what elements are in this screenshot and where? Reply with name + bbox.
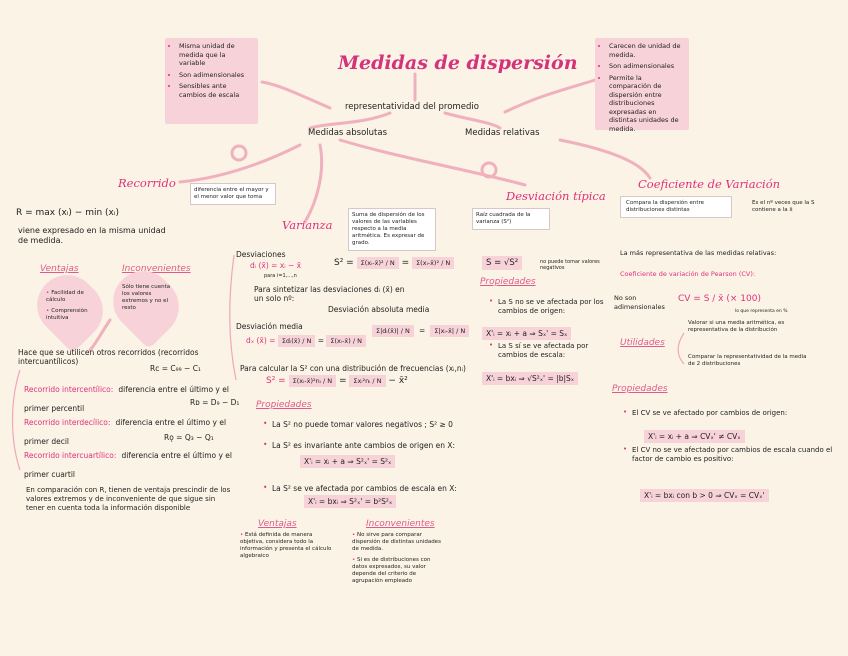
link-absolutas-varianza bbox=[305, 145, 322, 222]
feature-item: • Misma unidad de medida que la variable bbox=[179, 42, 252, 68]
desviaciones-sub: para i=1,...,n bbox=[264, 273, 297, 279]
link-absolutas-recorrido bbox=[180, 145, 300, 182]
desviacion-media-label: Desviación media bbox=[236, 322, 303, 331]
cv-propiedades-label: Propiedades bbox=[612, 384, 668, 394]
prop-item: • El CV se ve afectado por cambios de origen: bbox=[632, 409, 842, 418]
cv-mas-representativa: La más representativa de las medidas relativas: bbox=[620, 249, 777, 257]
cv-box: Compara la dispersión entre distribuciones distintas bbox=[620, 196, 732, 218]
item-name: Recorrido interdecílico: bbox=[24, 418, 111, 427]
cv-util-2: Comparar la representatividad de la media de 2 distribuciones bbox=[688, 354, 807, 367]
para-sintetizar: Para sintetizar las desviaciones dᵢ (x̄) en un solo nº: bbox=[254, 285, 405, 303]
prop-item: • La S no se ve afectada por los cambios de origen: bbox=[498, 298, 616, 316]
heart-item: • Comprensión intuitiva bbox=[46, 308, 96, 322]
varianza-ventajas-label: Ventajas bbox=[258, 519, 297, 529]
cv-formula-sub: lo que representa en % bbox=[735, 309, 788, 314]
desv-absoluta-media: Desviación absoluta media bbox=[328, 305, 430, 314]
absolutas-label: Medidas absolutas bbox=[308, 128, 388, 138]
feature-item: • Carecen de unidad de medida. bbox=[609, 42, 683, 59]
s2-fraction-a: Σ(xᵢ-x̄)² / N bbox=[357, 257, 399, 269]
item-text: diferencia entre el último y el primer cuartil bbox=[24, 451, 232, 479]
s2-fraction-b: Σ(xᵢ-x̄)² / N bbox=[412, 257, 454, 269]
recorrido-closing: En comparación con R, tienen de ventaja prescindir de los valores extremos y de inconveniente de que sigue sin tener en cuenta toda la información disponible bbox=[26, 486, 231, 512]
heart-right-text: Sólo tiene cuenta los valores extremos y no el resto bbox=[122, 284, 171, 311]
cv-pearson: Coeficiente de variación de Pearson (CV): bbox=[620, 270, 756, 278]
item-text: diferencia entre el último y el primer decil bbox=[24, 418, 227, 446]
cv-prop-formula-origen: X'ᵢ = xᵢ + a ⇒ CVₓ' ≠ CVₓ bbox=[644, 430, 745, 443]
varianza-propiedades-label: Propiedades bbox=[256, 400, 312, 410]
desviaciones-label: Desviaciones bbox=[236, 250, 286, 259]
varianza-inconvenientes-label: Inconvenientes bbox=[366, 519, 435, 529]
prop-item: • La S² se ve afectada por cambios de escala en X: bbox=[272, 484, 472, 493]
desviacion-aside: no puede tomar valores negativos bbox=[540, 259, 600, 271]
para-calcular: Para calcular la S² con una distribución de frecuencias (xᵢ,nᵢ) bbox=[240, 364, 466, 373]
desviacion-prop-formula-escala: X'ᵢ = bxᵢ ⇒ √S²ₓ' = |b|Sₓ bbox=[482, 372, 578, 385]
desviacion-note: Raíz cuadrada de la varianza (S²) bbox=[472, 208, 550, 230]
item-text: diferencia entre el último y el primer percentil bbox=[24, 385, 229, 413]
recorrido-formula: R = max (xᵢ) − min (xᵢ) bbox=[16, 208, 119, 218]
main-title: Medidas de dispersión bbox=[338, 52, 578, 74]
loop-left bbox=[232, 146, 246, 160]
cv-aside: Es el nº veces que la S contiene a la x̄ bbox=[752, 200, 815, 213]
varianza-s2: S² = Σ(xᵢ-x̄)² / N = Σ(xᵢ-x̄)² / N bbox=[334, 258, 454, 268]
dm-formula: dₓ (x̄) = Σdᵢ(x̄) / N = Σ(xᵢ-x̄) / N bbox=[246, 336, 366, 345]
cv-prop-formula-escala: X'ᵢ = bxᵢ con b > 0 ⇒ CVₓ = CVₓ' bbox=[640, 489, 769, 502]
heart-item: • Facilidad de cálculo bbox=[46, 290, 96, 304]
link-subtitle-absolutas bbox=[310, 113, 390, 128]
cv-utilidades-label: Utilidades bbox=[620, 338, 665, 348]
item-name: Recorrido intercuartílico: bbox=[24, 451, 117, 460]
varianza-note: Suma de dispersión de los valores de las variables respecto a la media aritmética. Es expresar de grado. bbox=[348, 208, 436, 251]
cv-formula: CV = S / x̄ (× 100) bbox=[678, 294, 761, 304]
relativas-features-box bbox=[595, 38, 689, 133]
desviacion-prop-formula-origen: X'ᵢ = xᵢ + a ⇒ Sₓ' = Sₓ bbox=[482, 327, 571, 340]
link-relativas-cv bbox=[560, 140, 650, 178]
desviacion-title: Desviación típica bbox=[506, 189, 606, 203]
recorrido-ventajas-label: Ventajas bbox=[40, 264, 79, 274]
dam-formula: Σ|dᵢ(x̄)| / N = Σ|xᵢ-x̄| / N bbox=[372, 318, 469, 337]
recorrido-note: diferencia entre el mayor y el menor valor que toma bbox=[190, 183, 276, 205]
list-item bbox=[24, 433, 239, 479]
varianza-ventajas-text: • Está definida de manera objetiva, considera todo la información y presenta el cálculo algebraico bbox=[240, 532, 332, 559]
absolutas-features-box bbox=[165, 38, 258, 124]
item-formula: Rǫ = Q₃ − Q₁ bbox=[164, 433, 214, 442]
link-absolutas-desviacion bbox=[340, 140, 525, 185]
feature-item: • Sensibles ante cambios de escala bbox=[179, 82, 252, 99]
heart-left-text bbox=[46, 290, 96, 322]
desviaciones-formula: dᵢ (x̄) = xᵢ − x̄ bbox=[250, 261, 302, 270]
bracket-recorridos bbox=[13, 370, 21, 470]
recorrido-desc: viene expresado en la misma unidad de medida. bbox=[18, 226, 166, 245]
cv-adimensionales: No son adimensionales bbox=[614, 294, 665, 311]
link-rightbox bbox=[505, 80, 595, 112]
relativas-label: Medidas relativas bbox=[465, 128, 540, 138]
cv-title: Coeficiente de Variación bbox=[638, 177, 781, 191]
varianza-inconv-text: • No sirve para comparar dispersión de distintas unidades de medida. • Si es de distribuciones con datos expresados, su valor depende del criterio de agrupación empleado bbox=[352, 532, 441, 584]
subtitle: representatividad del promedio bbox=[345, 102, 479, 112]
prop-item: • La S² no puede tomar valores negativos ; S² ≥ 0 bbox=[272, 420, 472, 429]
desviacion-propiedades-label: Propiedades bbox=[480, 277, 536, 287]
item-formula: Rᴅ = D₉ − D₁ bbox=[190, 398, 240, 407]
varianza-prop-formula-origen: X'ᵢ = xᵢ + a ⇒ S²ₓ' = S²ₓ bbox=[300, 455, 395, 468]
bracket-util bbox=[678, 333, 684, 364]
feature-item: • Permite la comparación de dispersión entre distribuciones expresadas en distintas unidades de medida. bbox=[609, 74, 683, 134]
link-subtitle-relativas bbox=[445, 113, 500, 128]
recorrido-inconvenientes-label: Inconvenientes bbox=[122, 264, 191, 274]
feature-item: • Son adimensionales bbox=[179, 71, 252, 80]
recorrido-title: Recorrido bbox=[118, 176, 176, 190]
bracket-formulas-varianza bbox=[230, 255, 236, 380]
link-leftbox bbox=[262, 82, 330, 108]
feature-item: • Son adimensionales bbox=[609, 62, 683, 71]
s2-freq-formula: S² = Σ(xᵢ-x̄)²nᵢ / N = Σxᵢ²nᵢ / N − x̄² bbox=[266, 376, 408, 386]
prop-item: • La S sí se ve afectada por cambios de escala: bbox=[498, 342, 616, 360]
prop-item: • La S² es invariante ante cambios de origen en X: bbox=[272, 441, 472, 450]
varianza-title: Varianza bbox=[282, 218, 333, 232]
varianza-prop-formula-escala: X'ᵢ = bxᵢ ⇒ S²ₓ' = b²S²ₓ bbox=[304, 495, 396, 508]
cv-util-1: Valorar si una media aritmética, es representativa de la distribución bbox=[688, 320, 785, 333]
recorridos-list bbox=[24, 364, 240, 479]
s2-symbol: S² = bbox=[334, 258, 354, 268]
prop-item: • El CV no se ve afectado por cambios de escala cuando el factor de cambio es positivo: bbox=[632, 446, 842, 464]
item-formula: Rc = C₉₉ − C₁ bbox=[150, 364, 201, 373]
item-name: Recorrido intercentílico: bbox=[24, 385, 114, 394]
recorrido-intro: Hace que se utilicen otros recorridos (recorridos intercuantílicos) bbox=[18, 348, 199, 366]
desviacion-formula: S = √S² bbox=[482, 258, 522, 268]
